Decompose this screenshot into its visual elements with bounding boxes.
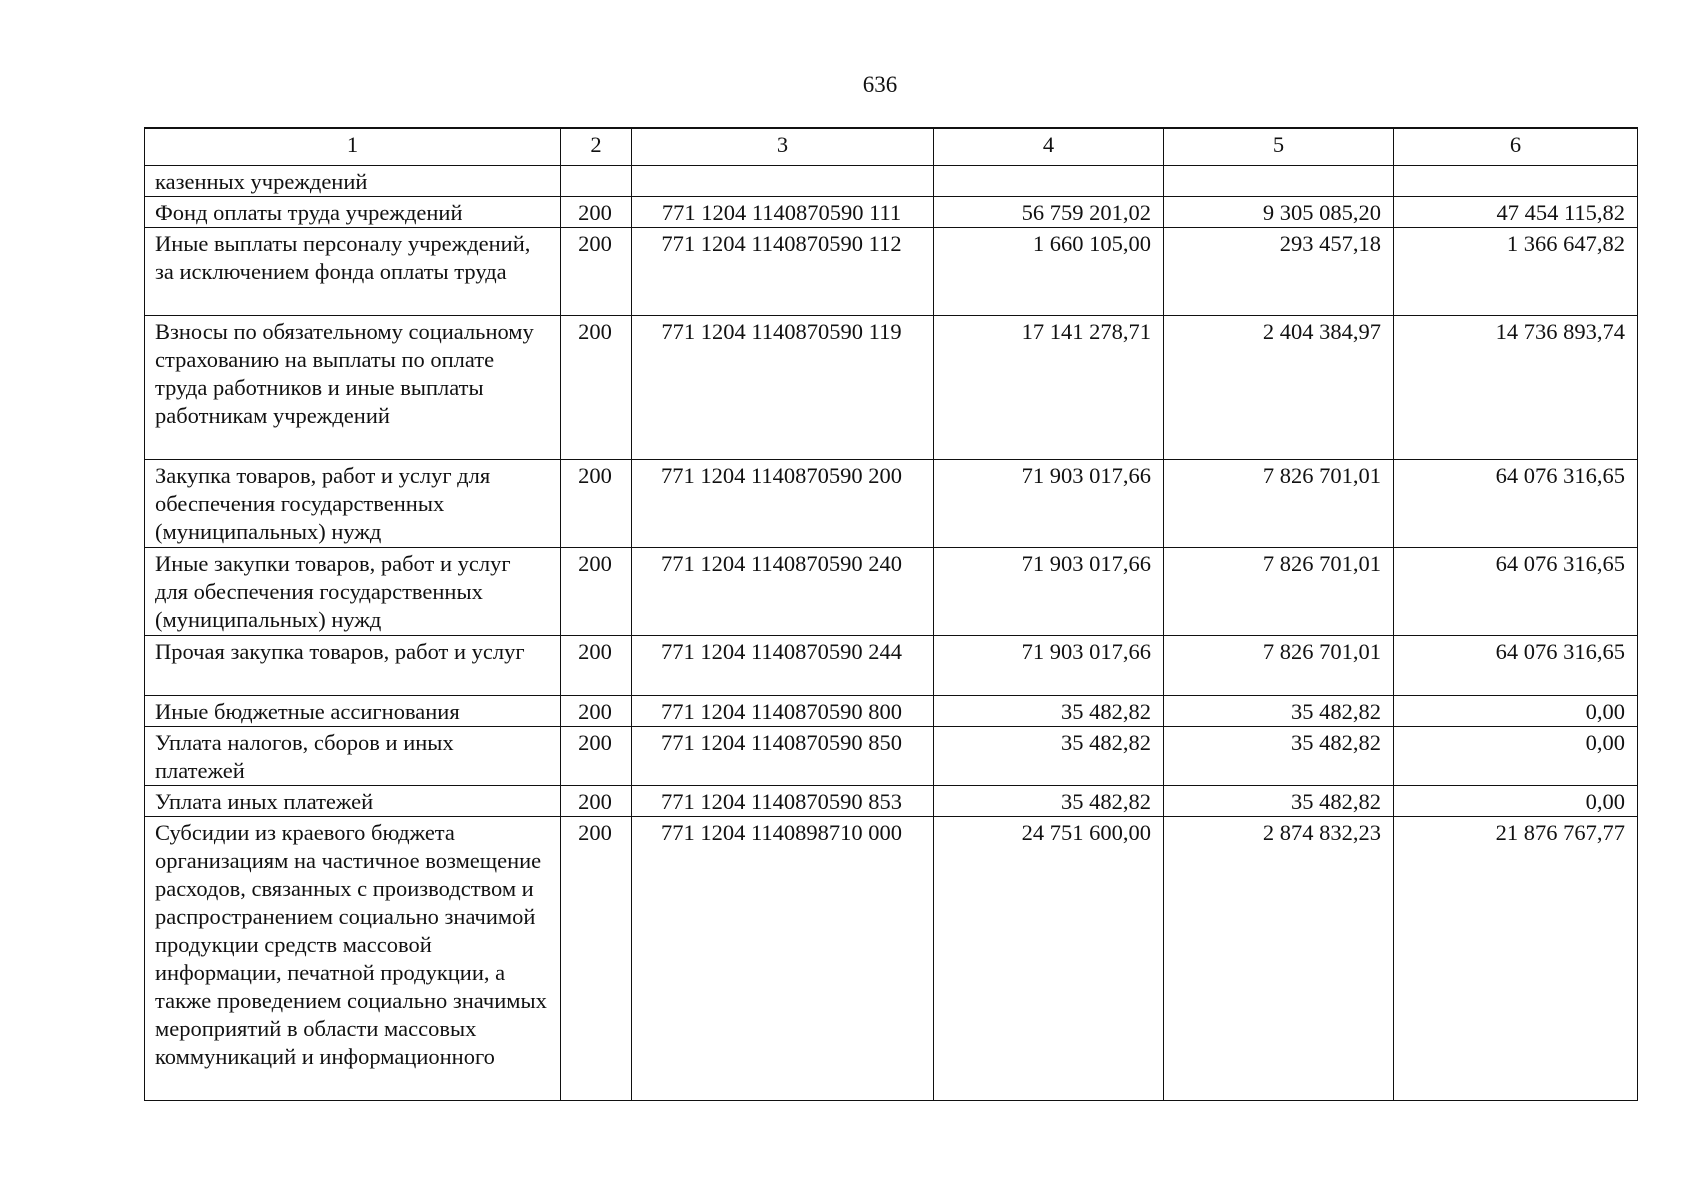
row-name-cell: Субсидии из краевого бюджета организациям на частичное возмещение расходов, связанных с производством и распространением социально значимой продукции средств массовой информации, печатной продукции, а также проведением социально значимых мероприятий в области массовых коммуникаций и информационного — [145, 816, 561, 1100]
row-budget-code-cell — [632, 165, 934, 196]
row-line-code-cell: 200 — [561, 547, 632, 635]
header-cell: 6 — [1394, 128, 1638, 165]
table-row — [145, 785, 1638, 816]
row-approved-amount-cell: 56 759 201,02 — [934, 196, 1164, 227]
row-approved-amount-cell: 71 903 017,66 — [934, 635, 1164, 695]
row-unexecuted-amount-cell: 0,00 — [1394, 785, 1638, 816]
row-name-cell: Фонд оплаты труда учреждений — [145, 196, 561, 227]
row-budget-code-cell: 771 1204 1140870590 119 — [632, 315, 934, 459]
table-row — [145, 695, 1638, 726]
row-unexecuted-amount-cell: 1 366 647,82 — [1394, 227, 1638, 315]
row-budget-code-cell: 771 1204 1140870590 800 — [632, 695, 934, 726]
row-budget-code-cell: 771 1204 1140870590 244 — [632, 635, 934, 695]
row-executed-amount-cell: 7 826 701,01 — [1164, 459, 1394, 547]
row-executed-amount-cell: 35 482,82 — [1164, 695, 1394, 726]
row-unexecuted-amount-cell — [1394, 165, 1638, 196]
row-approved-amount-cell: 24 751 600,00 — [934, 816, 1164, 1100]
table-row — [145, 459, 1638, 547]
row-name-cell: Закупка товаров, работ и услуг для обеспечения государственных (муниципальных) нужд — [145, 459, 561, 547]
row-line-code-cell: 200 — [561, 635, 632, 695]
row-name-cell: Иные бюджетные ассигнования — [145, 695, 561, 726]
row-line-code-cell: 200 — [561, 227, 632, 315]
row-line-code-cell: 200 — [561, 785, 632, 816]
row-name-cell: Иные закупки товаров, работ и услуг для обеспечения государственных (муниципальных) нужд — [145, 547, 561, 635]
header-cell: 4 — [934, 128, 1164, 165]
row-approved-amount-cell: 1 660 105,00 — [934, 227, 1164, 315]
row-name-cell: казенных учреждений — [145, 165, 561, 196]
table-row — [145, 816, 1638, 1100]
row-line-code-cell — [561, 165, 632, 196]
row-line-code-cell: 200 — [561, 816, 632, 1100]
row-executed-amount-cell: 2 874 832,23 — [1164, 816, 1394, 1100]
row-unexecuted-amount-cell: 47 454 115,82 — [1394, 196, 1638, 227]
row-executed-amount-cell: 293 457,18 — [1164, 227, 1394, 315]
row-name-cell: Уплата иных платежей — [145, 785, 561, 816]
table-row — [145, 635, 1638, 695]
row-budget-code-cell: 771 1204 1140870590 853 — [632, 785, 934, 816]
row-unexecuted-amount-cell: 14 736 893,74 — [1394, 315, 1638, 459]
row-name-cell: Прочая закупка товаров, работ и услуг — [145, 635, 561, 695]
row-approved-amount-cell: 35 482,82 — [934, 695, 1164, 726]
row-name-cell: Уплата налогов, сборов и иных платежей — [145, 726, 561, 785]
row-approved-amount-cell: 35 482,82 — [934, 785, 1164, 816]
header-cell: 1 — [145, 128, 561, 165]
row-approved-amount-cell: 17 141 278,71 — [934, 315, 1164, 459]
row-approved-amount-cell: 71 903 017,66 — [934, 459, 1164, 547]
page-number: 636 — [862, 72, 898, 97]
row-unexecuted-amount-cell: 64 076 316,65 — [1394, 459, 1638, 547]
table-row — [145, 547, 1638, 635]
header-cell: 2 — [561, 128, 632, 165]
row-approved-amount-cell: 71 903 017,66 — [934, 547, 1164, 635]
row-executed-amount-cell: 7 826 701,01 — [1164, 547, 1394, 635]
row-unexecuted-amount-cell: 0,00 — [1394, 726, 1638, 785]
header-cell: 3 — [632, 128, 934, 165]
row-approved-amount-cell — [934, 165, 1164, 196]
row-executed-amount-cell: 35 482,82 — [1164, 785, 1394, 816]
row-line-code-cell: 200 — [561, 726, 632, 785]
row-approved-amount-cell: 35 482,82 — [934, 726, 1164, 785]
row-executed-amount-cell — [1164, 165, 1394, 196]
row-unexecuted-amount-cell: 21 876 767,77 — [1394, 816, 1638, 1100]
table-row — [145, 227, 1638, 315]
row-line-code-cell: 200 — [561, 695, 632, 726]
table-row — [145, 315, 1638, 459]
row-line-code-cell: 200 — [561, 459, 632, 547]
header-cell: 5 — [1164, 128, 1394, 165]
table-row — [145, 726, 1638, 785]
row-budget-code-cell: 771 1204 1140870590 850 — [632, 726, 934, 785]
row-executed-amount-cell: 7 826 701,01 — [1164, 635, 1394, 695]
row-line-code-cell: 200 — [561, 196, 632, 227]
table-row — [145, 165, 1638, 196]
row-executed-amount-cell: 9 305 085,20 — [1164, 196, 1394, 227]
row-budget-code-cell: 771 1204 1140898710 000 — [632, 816, 934, 1100]
row-budget-code-cell: 771 1204 1140870590 111 — [632, 196, 934, 227]
row-budget-code-cell: 771 1204 1140870590 112 — [632, 227, 934, 315]
row-name-cell: Взносы по обязательному социальному страхованию на выплаты по оплате труда работников и иные выплаты работникам учреждений — [145, 315, 561, 459]
row-budget-code-cell: 771 1204 1140870590 200 — [632, 459, 934, 547]
table-row — [145, 196, 1638, 227]
row-budget-code-cell: 771 1204 1140870590 240 — [632, 547, 934, 635]
row-name-cell: Иные выплаты персоналу учреждений, за исключением фонда оплаты труда — [145, 227, 561, 315]
table-header-row — [145, 128, 1638, 165]
budget-execution-table — [144, 127, 1638, 1101]
row-unexecuted-amount-cell: 0,00 — [1394, 695, 1638, 726]
row-line-code-cell: 200 — [561, 315, 632, 459]
row-executed-amount-cell: 35 482,82 — [1164, 726, 1394, 785]
row-executed-amount-cell: 2 404 384,97 — [1164, 315, 1394, 459]
row-unexecuted-amount-cell: 64 076 316,65 — [1394, 547, 1638, 635]
row-unexecuted-amount-cell: 64 076 316,65 — [1394, 635, 1638, 695]
